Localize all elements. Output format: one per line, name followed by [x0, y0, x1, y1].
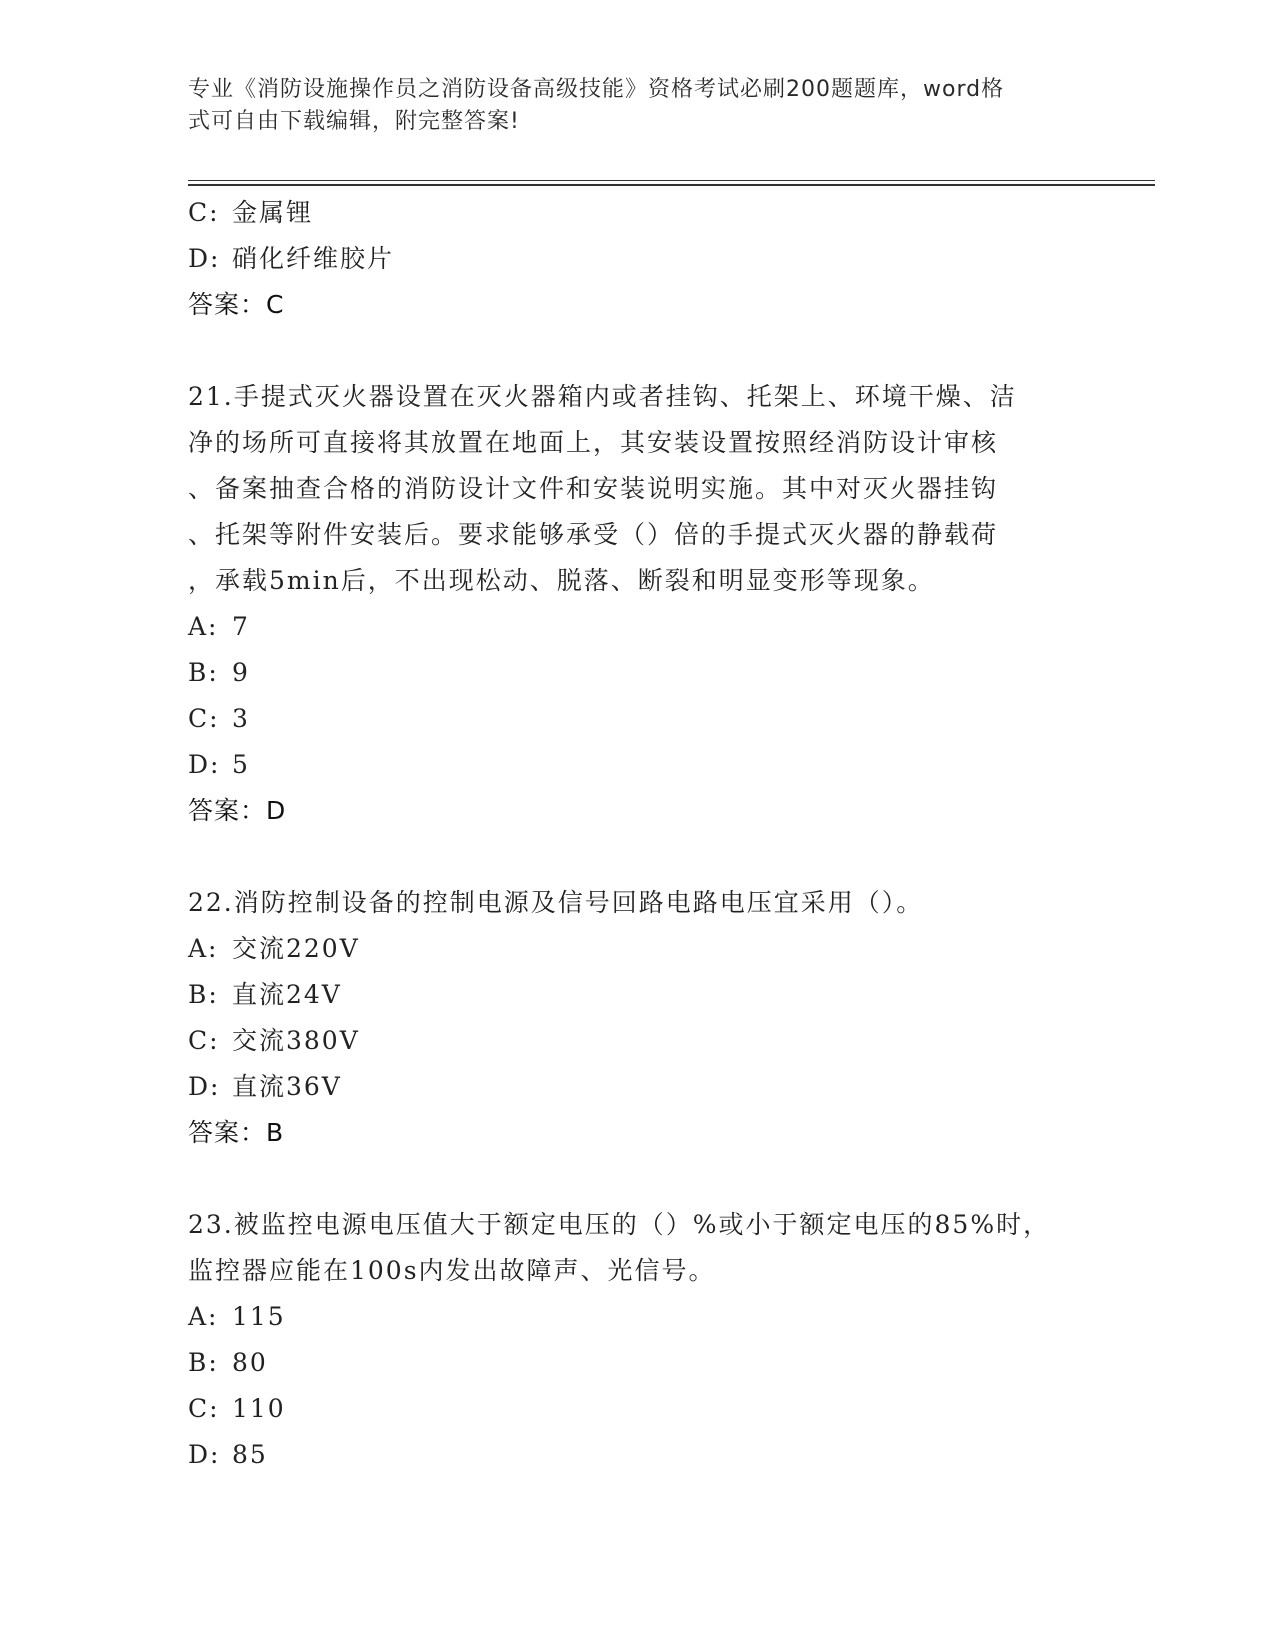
option-label: B:: [188, 980, 219, 1009]
option-text: 110: [232, 1394, 286, 1423]
option-a: [188, 604, 1088, 650]
option-c: [188, 1018, 1088, 1064]
prev-question-block: [188, 190, 1088, 328]
option-c: [188, 190, 1088, 236]
option-a: [188, 1294, 1088, 1340]
option-a: [188, 926, 1088, 972]
option-text: 金属锂: [232, 198, 314, 227]
question-21-line-1: 21.手提式灭火器设置在灭火器箱内或者挂钩、托架上、环境干燥、洁: [188, 382, 1017, 411]
option-label: B:: [188, 1348, 219, 1377]
option-c: [188, 1386, 1088, 1432]
answer-line: 答案：C: [188, 290, 285, 319]
option-label: D:: [188, 1072, 221, 1101]
option-text: 115: [232, 1302, 286, 1331]
option-label: B:: [188, 658, 219, 687]
option-b: [188, 972, 1088, 1018]
option-text: 9: [232, 658, 250, 687]
option-label: C:: [188, 1026, 220, 1055]
question-21-line-3: 、备案抽查合格的消防设计文件和安装说明实施。其中对灭火器挂钩: [188, 474, 999, 503]
answer-line: 答案：B: [188, 1118, 285, 1147]
header-line-1: 专业《消防设施操作员之消防设备高级技能》资格考试必刷200题题库，word格: [188, 77, 1005, 102]
question-21-line-4: 、托架等附件安装后。要求能够承受（）倍的手提式灭火器的静载荷: [188, 520, 999, 549]
option-text: 5: [232, 750, 250, 779]
option-text: 硝化纤维胶片: [232, 244, 395, 273]
option-d: [188, 1432, 1088, 1478]
question-23-line-2: 监控器应能在100s内发出故障声、光信号。: [188, 1256, 716, 1285]
option-c: [188, 696, 1088, 742]
option-text: 85: [232, 1440, 268, 1469]
option-text: 7: [232, 612, 250, 641]
question-22-line-1: 22.消防控制设备的控制电源及信号回路电路电压宜采用（）。: [188, 888, 924, 917]
header-divider-thick: [188, 184, 1155, 186]
answer-line: 答案：D: [188, 796, 287, 825]
option-b: [188, 650, 1088, 696]
option-text: 交流380V: [232, 1026, 360, 1055]
option-label: C:: [188, 1394, 220, 1423]
question-22-block: [188, 880, 1088, 1156]
option-text: 直流36V: [232, 1072, 342, 1101]
option-label: C:: [188, 704, 220, 733]
option-label: A:: [188, 1302, 219, 1331]
option-label: D:: [188, 244, 221, 273]
question-21-line-2: 净的场所可直接将其放置在地面上，其安装设置按照经消防设计审核: [188, 428, 999, 457]
option-b: [188, 1340, 1088, 1386]
header-line-2: 式可自由下载编辑，附完整答案!: [188, 109, 520, 134]
option-text: 3: [232, 704, 250, 733]
question-21-block: [188, 374, 1088, 834]
option-d: [188, 1064, 1088, 1110]
option-label: D:: [188, 750, 221, 779]
option-text: 交流220V: [232, 934, 360, 963]
option-d: [188, 742, 1088, 788]
question-23-block: [188, 1202, 1088, 1478]
document-body: [188, 190, 1088, 1478]
option-label: D:: [188, 1440, 221, 1469]
option-text: 直流24V: [232, 980, 342, 1009]
document-header: [188, 74, 1068, 138]
question-21-line-5: ，承载5min后，不出现松动、脱落、断裂和明显变形等现象。: [188, 566, 935, 595]
option-label: C:: [188, 198, 220, 227]
header-divider-thin: [188, 180, 1155, 181]
option-text: 80: [232, 1348, 268, 1377]
option-label: A:: [188, 612, 219, 641]
question-23-line-1: 23.被监控电源电压值大于额定电压的（）%或小于额定电压的85%时，: [188, 1210, 1051, 1239]
option-label: A:: [188, 934, 219, 963]
option-d: [188, 236, 1088, 282]
